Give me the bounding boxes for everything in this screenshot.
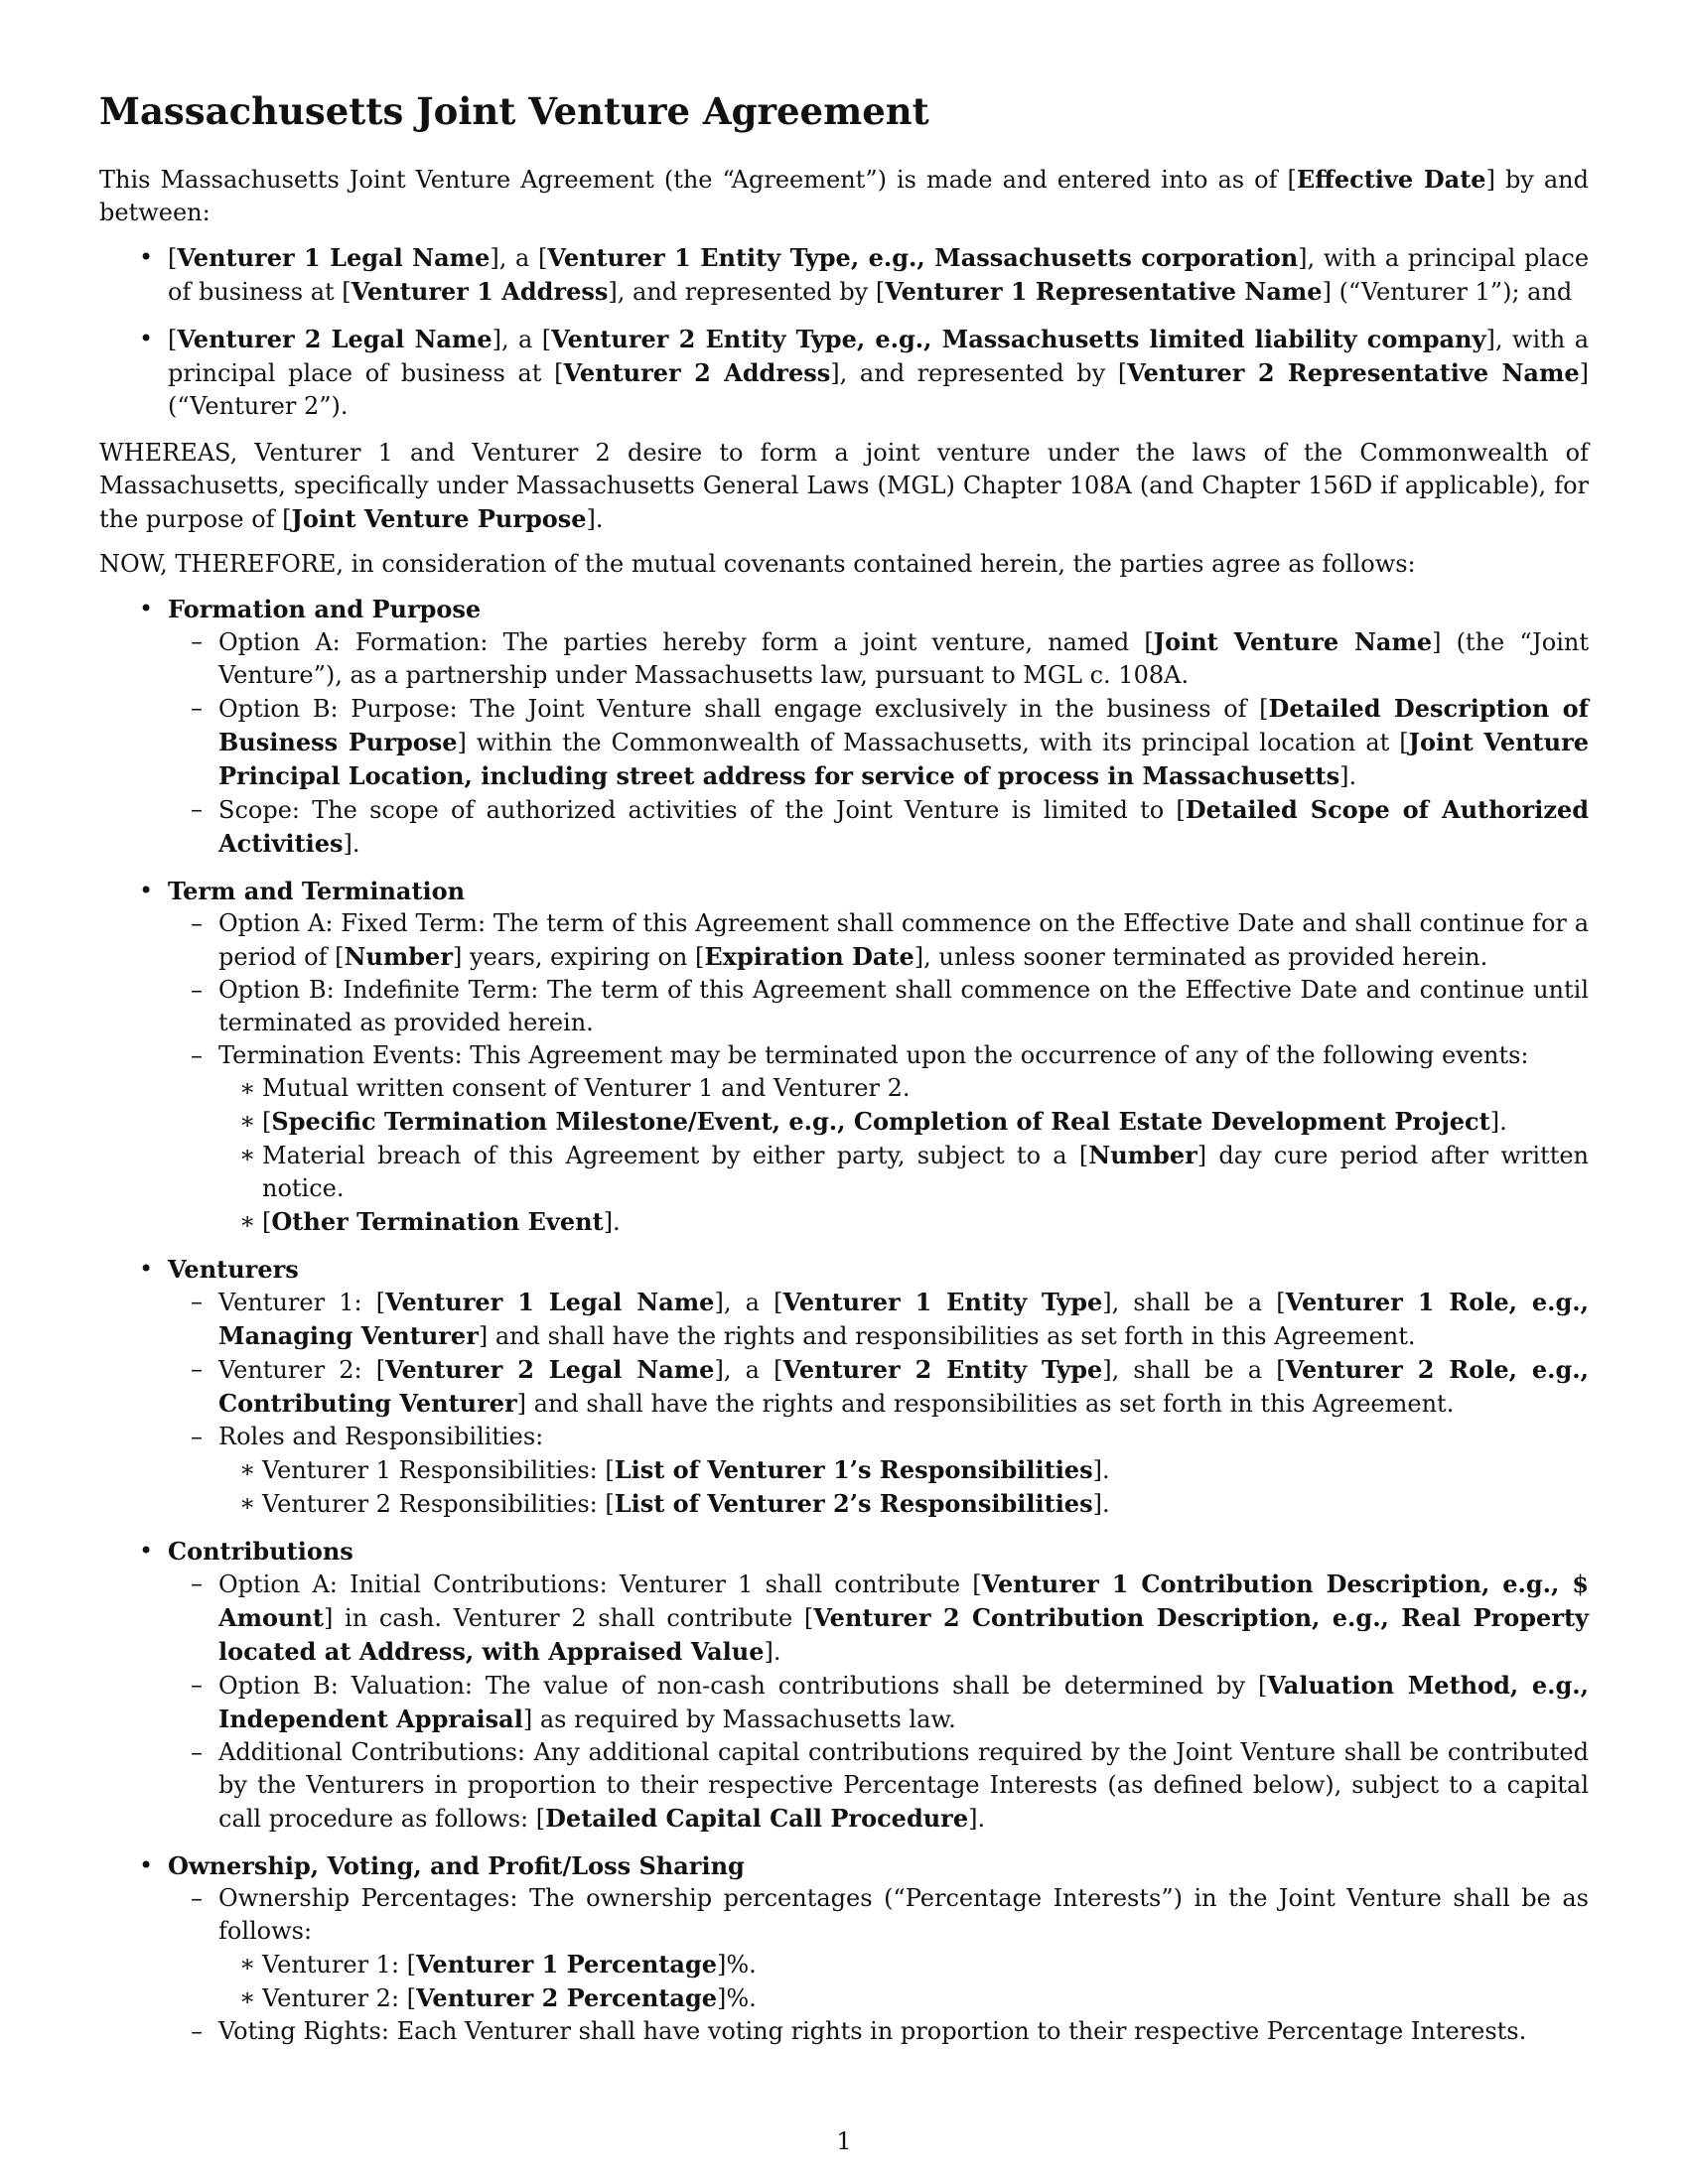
parties-list (99, 241, 1589, 423)
party-item-venturer-2: • [Venturer 2 Legal Name], a [Venturer 2 Entity Type, e.g., Massachusetts limited liability company], with a principal place of business at [Venturer 2 Address], and represented by [Venturer 2 Representative Name] (“Venturer 2”). (99, 323, 1589, 423)
list-item: ∗ [Other Termination Event]. (211, 1205, 1589, 1239)
placeholder: Venturer 1 Legal Name (385, 1288, 715, 1316)
document-title: Massachusetts Joint Venture Agreement (99, 89, 929, 133)
percentages-list (218, 1948, 1589, 2015)
list-item: ∗ Venturer 1: [Venturer 1 Percentage]%. (211, 1948, 1589, 1981)
whereas-paragraph: WHEREAS, Venturer 1 and Venturer 2 desire to form a joint venture under the laws of the Commonwealth of Massachusetts, specifically under Massachusetts General Laws (MGL) Chapter 108A (and Chapter 156D if applicable), for the purpose of [Joint Venture Purpose]. (99, 439, 1589, 533)
placeholder: Number (1088, 1141, 1197, 1169)
section-title: • Ownership, Voting, and Profit/Loss Sharing (168, 1851, 745, 1880)
subsection-item: – Option A: Initial Contributions: Venturer 1 shall contribute [Venturer 1 Contribution Description, e.g., $ Amount] in cash. Venturer 2 shall contribute [Venturer 2 Contribution Description, e.g., Real Property located at Address, with Appraised Value]. (159, 1568, 1589, 1669)
placeholder: Number (344, 942, 453, 971)
subsection-item: – Option B: Valuation: The value of non-cash contributions shall be determined by [Valuation Method, e.g., Independent Appraisal] as required by Massachusetts law. (159, 1669, 1589, 1736)
list-item: ∗ Venturer 2: [Venturer 2 Percentage]%. (211, 1981, 1589, 2015)
subsection-item: – Option B: Purpose: The Joint Venture shall engage exclusively in the business of [Detailed Description of Business Purpose] within the Commonwealth of Massachusetts, with its principal location at [Joint Venture Principal Location, including street address for service of process in Massachusetts]. (159, 692, 1589, 793)
placeholder: Venturer 2 Entity Type, e.g., Massachusetts limited liability company (551, 325, 1486, 353)
section-title: • Venturers (168, 1255, 299, 1284)
placeholder: Detailed Scope of Authorized Activities (218, 795, 1589, 858)
placeholder: List of Venturer 2’s Responsibilities (614, 1489, 1093, 1518)
termination-events-list (218, 1072, 1589, 1239)
placeholder: Venturer 2 Address (563, 358, 831, 387)
list-item: ∗ Mutual written consent of Venturer 1 and Venturer 2. (211, 1072, 1589, 1105)
placeholder: Venturer 2 Legal Name (177, 325, 492, 353)
placeholder: Joint Venture Name (1153, 627, 1433, 656)
page-number: 1 (836, 2127, 852, 2155)
list-item: ∗ Venturer 2 Responsibilities: [List of Venturer 2’s Responsibilities]. (211, 1487, 1589, 1521)
section-venturers (99, 1253, 1589, 1521)
placeholder: Venturer 2 Percentage (416, 1983, 717, 2012)
placeholder: List of Venturer 1’s Responsibilities (614, 1455, 1093, 1484)
placeholder: Joint Venture Principal Location, including street address for service of process in Massachusetts (218, 728, 1589, 790)
subsection-list (168, 1882, 1589, 2048)
subsection-item: – Option B: Indefinite Term: The term of this Agreement shall commence on the Effective Date and continue until terminated as provided herein. (159, 974, 1589, 1039)
subsection-item: – Ownership Percentages: The ownership percentages (“Percentage Interests”) in the Joint Venture shall be as follows: ∗ Venturer 1: [Venturer 1 Percentage]%. ∗ Venturer 2: [Venturer 2 Percentage]%. (159, 1882, 1589, 2015)
subsection-list (168, 1286, 1589, 1521)
sections-list (99, 593, 1589, 2048)
section-term (99, 875, 1589, 1239)
placeholder: Venturer 1 Role, e.g., Managing Venturer (218, 1288, 1590, 1350)
section-contributions (99, 1535, 1589, 1836)
placeholder: Venturer 2 Legal Name (385, 1355, 715, 1384)
section-title: • Contributions (168, 1537, 353, 1566)
intro-paragraph: This Massachusetts Joint Venture Agreement (the “Agreement”) is made and entered into as of [Effective Date] by and between: (99, 165, 1589, 226)
placeholder: Other Termination Event (271, 1207, 604, 1236)
placeholder: Venturer 1 Representative Name (885, 277, 1323, 306)
list-item: ∗ Venturer 1 Responsibilities: [List of Venturer 1’s Responsibilities]. (211, 1453, 1589, 1487)
subsection-item: – Termination Events: This Agreement may be terminated upon the occurrence of any of the following events: ∗ Mutual written consent of Venturer 1 and Venturer 2. ∗ [Specific Termination Milestone/Event, e.g., Completion of Real Estate Development Project]. ∗ Material breach of this Agreement by either party, subject to a [Number] day cure period after written notice. ∗ [Other Termination Event]. (159, 1039, 1589, 1239)
placeholder: Expiration Date (704, 942, 914, 971)
placeholder: Venturer 1 Entity Type (782, 1288, 1103, 1316)
subsection-item: – Option A: Fixed Term: The term of this Agreement shall commence on the Effective Date and shall continue for a period of [Number] years, expiring on [Expiration Date], unless sooner terminated as provided herein. (159, 907, 1589, 974)
section-formation (99, 593, 1589, 861)
subsection-item: – Voting Rights: Each Venturer shall have voting rights in proportion to their respective Percentage Interests. (159, 2015, 1589, 2048)
placeholder: Detailed Description of Business Purpose (218, 694, 1589, 756)
party-item-venturer-1: • [Venturer 1 Legal Name], a [Venturer 1 Entity Type, e.g., Massachusetts corporation], with a principal place of business at [Venturer 1 Address], and represented by [Venturer 1 Representative Name] (“Venturer 1”); and (99, 241, 1589, 309)
placeholder: Valuation Method, e.g., Independent Appraisal (218, 1671, 1589, 1733)
list-item: ∗ [Specific Termination Milestone/Event, e.g., Completion of Real Estate Development Project]. (211, 1105, 1589, 1139)
responsibilities-list (218, 1453, 1589, 1521)
subsection-item: – Additional Contributions: Any additional capital contributions required by the Joint Venture shall be contributed by the Venturers in proportion to their respective Percentage Interests (as defined below), subject to a capital call procedure as follows: [Detailed Capital Call Procedure]. (159, 1736, 1589, 1836)
placeholder: Venturer 2 Contribution Description, e.g., Real Property located at Address, with Appraised Value (218, 1603, 1589, 1666)
subsection-item: – Option A: Formation: The parties hereby form a joint venture, named [Joint Venture Name] (the “Joint Venture”), as a partnership under Massachusetts law, pursuant to MGL c. 108A. (159, 625, 1589, 692)
placeholder: Venturer 2 Representative Name (1127, 358, 1580, 387)
subsection-item: – Scope: The scope of authorized activities of the Joint Venture is limited to [Detailed Scope of Authorized Activities]. (159, 793, 1589, 861)
placeholder: Venturer 1 Percentage (416, 1950, 717, 1979)
subsection-list (168, 907, 1589, 1239)
placeholder: Venturer 1 Address (351, 277, 609, 306)
placeholder: Detailed Capital Call Procedure (545, 1804, 969, 1833)
now-therefore-paragraph: NOW, THEREFORE, in consideration of the mutual covenants contained herein, the parties agree as follows: (99, 550, 1416, 578)
placeholder: Specific Termination Milestone/Event, e.g., Completion of Real Estate Development Project (271, 1107, 1490, 1136)
list-item: ∗ Material breach of this Agreement by either party, subject to a [Number] day cure period after written notice. (211, 1139, 1589, 1205)
subsection-item: – Venturer 2: [Venturer 2 Legal Name], a [Venturer 2 Entity Type], shall be a [Venturer 2 Role, e.g., Contributing Venturer] and shall have the rights and responsibilities as set forth in this Agreement. (159, 1353, 1589, 1421)
placeholder: Joint Venture Purpose (291, 504, 587, 533)
placeholder: Venturer 1 Contribution Description, e.g., $ Amount (218, 1570, 1589, 1632)
subsection-item: – Roles and Responsibilities: ∗ Venturer 1 Responsibilities: [List of Venturer 1’s Responsibilities]. ∗ Venturer 2 Responsibilities: [List of Venturer 2’s Responsibilities]. (159, 1421, 1589, 1521)
placeholder: Venturer 1 Entity Type, e.g., Massachusetts corporation (547, 243, 1299, 272)
placeholder: Venturer 1 Legal Name (177, 243, 491, 272)
document-page (99, 89, 1589, 2062)
section-ownership (99, 1849, 1589, 2048)
placeholder: Venturer 2 Entity Type (782, 1355, 1103, 1384)
subsection-list (168, 625, 1589, 861)
placeholder: Effective Date (1296, 165, 1486, 194)
subsection-list (168, 1568, 1589, 1836)
placeholder: Venturer 2 Role, e.g., Contributing Venturer (218, 1355, 1590, 1418)
subsection-item: – Venturer 1: [Venturer 1 Legal Name], a [Venturer 1 Entity Type], shall be a [Venturer 1 Role, e.g., Managing Venturer] and shall have the rights and responsibilities as set forth in this Agreement. (159, 1286, 1589, 1353)
section-title: • Formation and Purpose (168, 595, 482, 623)
section-title: • Term and Termination (168, 877, 466, 905)
